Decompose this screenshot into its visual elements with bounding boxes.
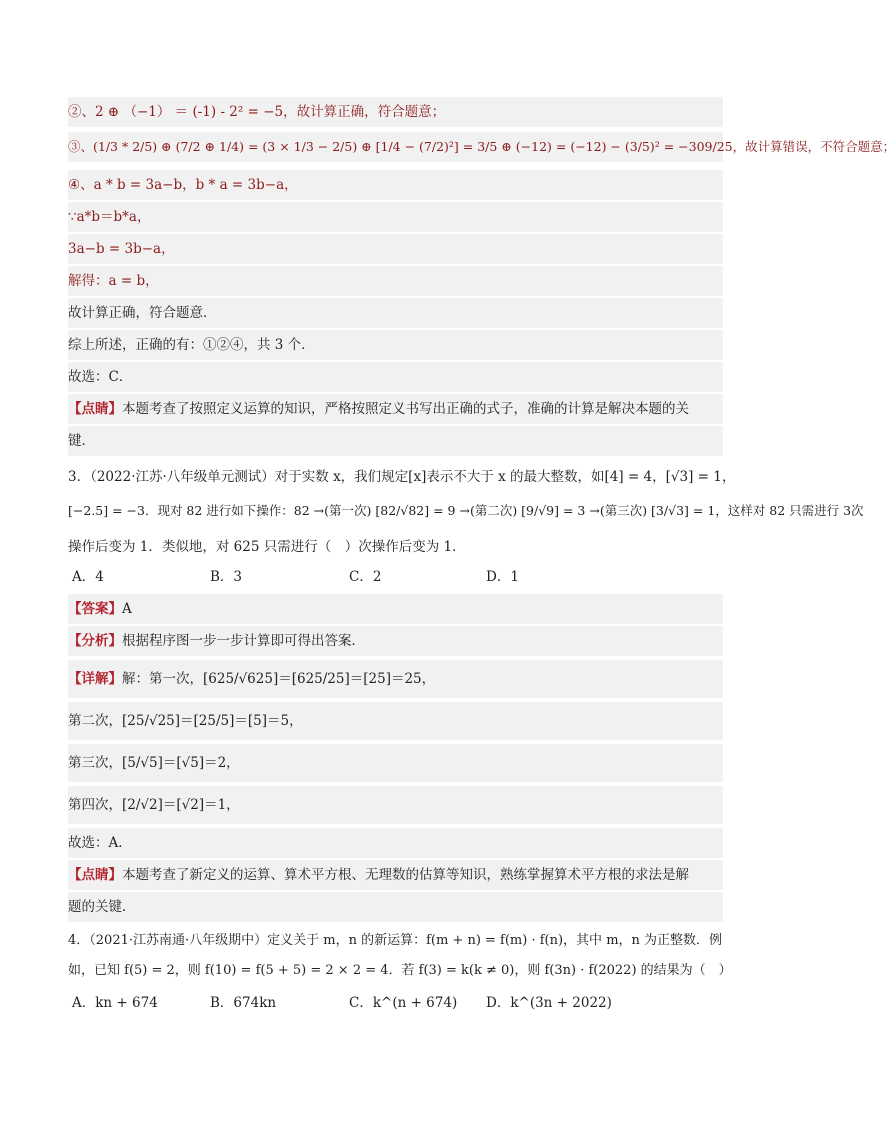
q3-comment-line-1: [68, 860, 723, 891]
solution-line-10: 故选：C．: [68, 362, 723, 393]
solution-line-5: ∵a*b＝b*a，: [68, 202, 723, 233]
q4-option-c: C．k^(n + 674): [349, 995, 458, 1011]
q3-detail-3: 第三次，[5/√5]＝[√5]＝2，: [68, 744, 723, 783]
solution-comment-line-1: [68, 394, 723, 425]
solution-line-9: 综上所述，正确的有：①②④，共 3 个．: [68, 330, 723, 361]
comment-text: 本题考查了新定义的运算、算术平方根、无理数的估算等知识，熟练掌握算术平方根的求法是解: [122, 867, 689, 883]
detail-text-1: 解：第一次，[625/√625]＝[625/25]＝[25]＝25，: [122, 671, 436, 687]
q3-option-a: A．4: [72, 569, 104, 585]
q3-detail-2: 第二次，[25/√25]＝[25/5]＝[5]＝5，: [68, 702, 723, 741]
solution-line-7: 解得：a = b，: [68, 266, 723, 297]
analysis-tag: 【分析】: [68, 633, 122, 649]
q4-option-b: B．674kn: [210, 995, 277, 1011]
q3-detail-1: [68, 660, 723, 699]
q3-line-3: 操作后变为 1．类似地，对 625 只需进行（ ）次操作后变为 1．: [68, 539, 466, 555]
solution-line-4: ④、a * b = 3a−b，b * a = 3b−a，: [68, 170, 723, 201]
q3-line-2: [−2.5] = −3．现对 82 进行如下操作：82 →(第一次) [82/√82] = 9 →(第二次) [9/√9] = 3 →(第三次) [3/√3] = 1，这样对 82 只需进行 3次: [68, 503, 864, 518]
comment-text: 本题考查了按照定义运算的知识，严格按照定义书写出正确的式子，准确的计算是解决本题的关: [122, 401, 689, 417]
q3-option-d: D．1: [486, 569, 519, 585]
q4-line-1: 4．（2021·江苏南通·八年级期中）定义关于 m，n 的新运算：f(m + n) = f(m) · f(n)，其中 m，n 为正整数．例: [68, 933, 723, 948]
solution-line-3: ③、(1/3 * 2/5) ⊕ (7/2 ⊕ 1/4) = (3 × 1/3 − 2/5) ⊕ [1/4 − (7/2)²] = 3/5 ⊕ (−12) = (−12) − (3/5)² = −309/25，故计算错误，不符合题意；: [68, 132, 723, 163]
q3-line-1: 3．（2022·江苏·八年级单元测试）对于实数 x，我们规定[x]表示不大于 x 的最大整数，如[4] = 4，[√3] = 1，: [68, 469, 736, 485]
q4-option-a: A．kn + 674: [72, 995, 158, 1011]
solution-comment-line-2: 键．: [68, 426, 723, 457]
answer-tag: 【答案】: [68, 601, 122, 617]
q3-option-c: C．2: [349, 569, 382, 585]
solution-line-8: 故计算正确，符合题意．: [68, 298, 723, 329]
solution-line-6: 3a−b = 3b−a，: [68, 234, 723, 265]
answer-text: A: [122, 601, 132, 617]
q3-option-b: B．3: [210, 569, 243, 585]
comment-tag: 【点睛】: [68, 401, 122, 417]
comment-tag: 【点睛】: [68, 867, 122, 883]
q3-choose: 故选：A．: [68, 828, 723, 859]
q3-comment-line-2: 题的关键．: [68, 892, 723, 923]
q4-option-d: D．k^(3n + 2022): [486, 995, 612, 1011]
q3-detail-4: 第四次，[2/√2]＝[√2]＝1，: [68, 786, 723, 825]
analysis-text: 根据程序图一步一步计算即可得出答案．: [122, 633, 365, 649]
detail-tag: 【详解】: [68, 671, 122, 687]
q3-answer: [68, 594, 723, 625]
solution-line-2: ②、2 ⊕ （−1） ＝ (-1) - 2² = −5，故计算正确，符合题意；: [68, 97, 723, 128]
q3-analysis: [68, 626, 723, 657]
q4-line-2: 如，已知 f(5) = 2，则 f(10) = f(5 + 5) = 2 × 2 = 4．若 f(3) = k(k ≠ 0)，则 f(3n) · f(2022) 的结果为（ ）: [68, 963, 732, 978]
